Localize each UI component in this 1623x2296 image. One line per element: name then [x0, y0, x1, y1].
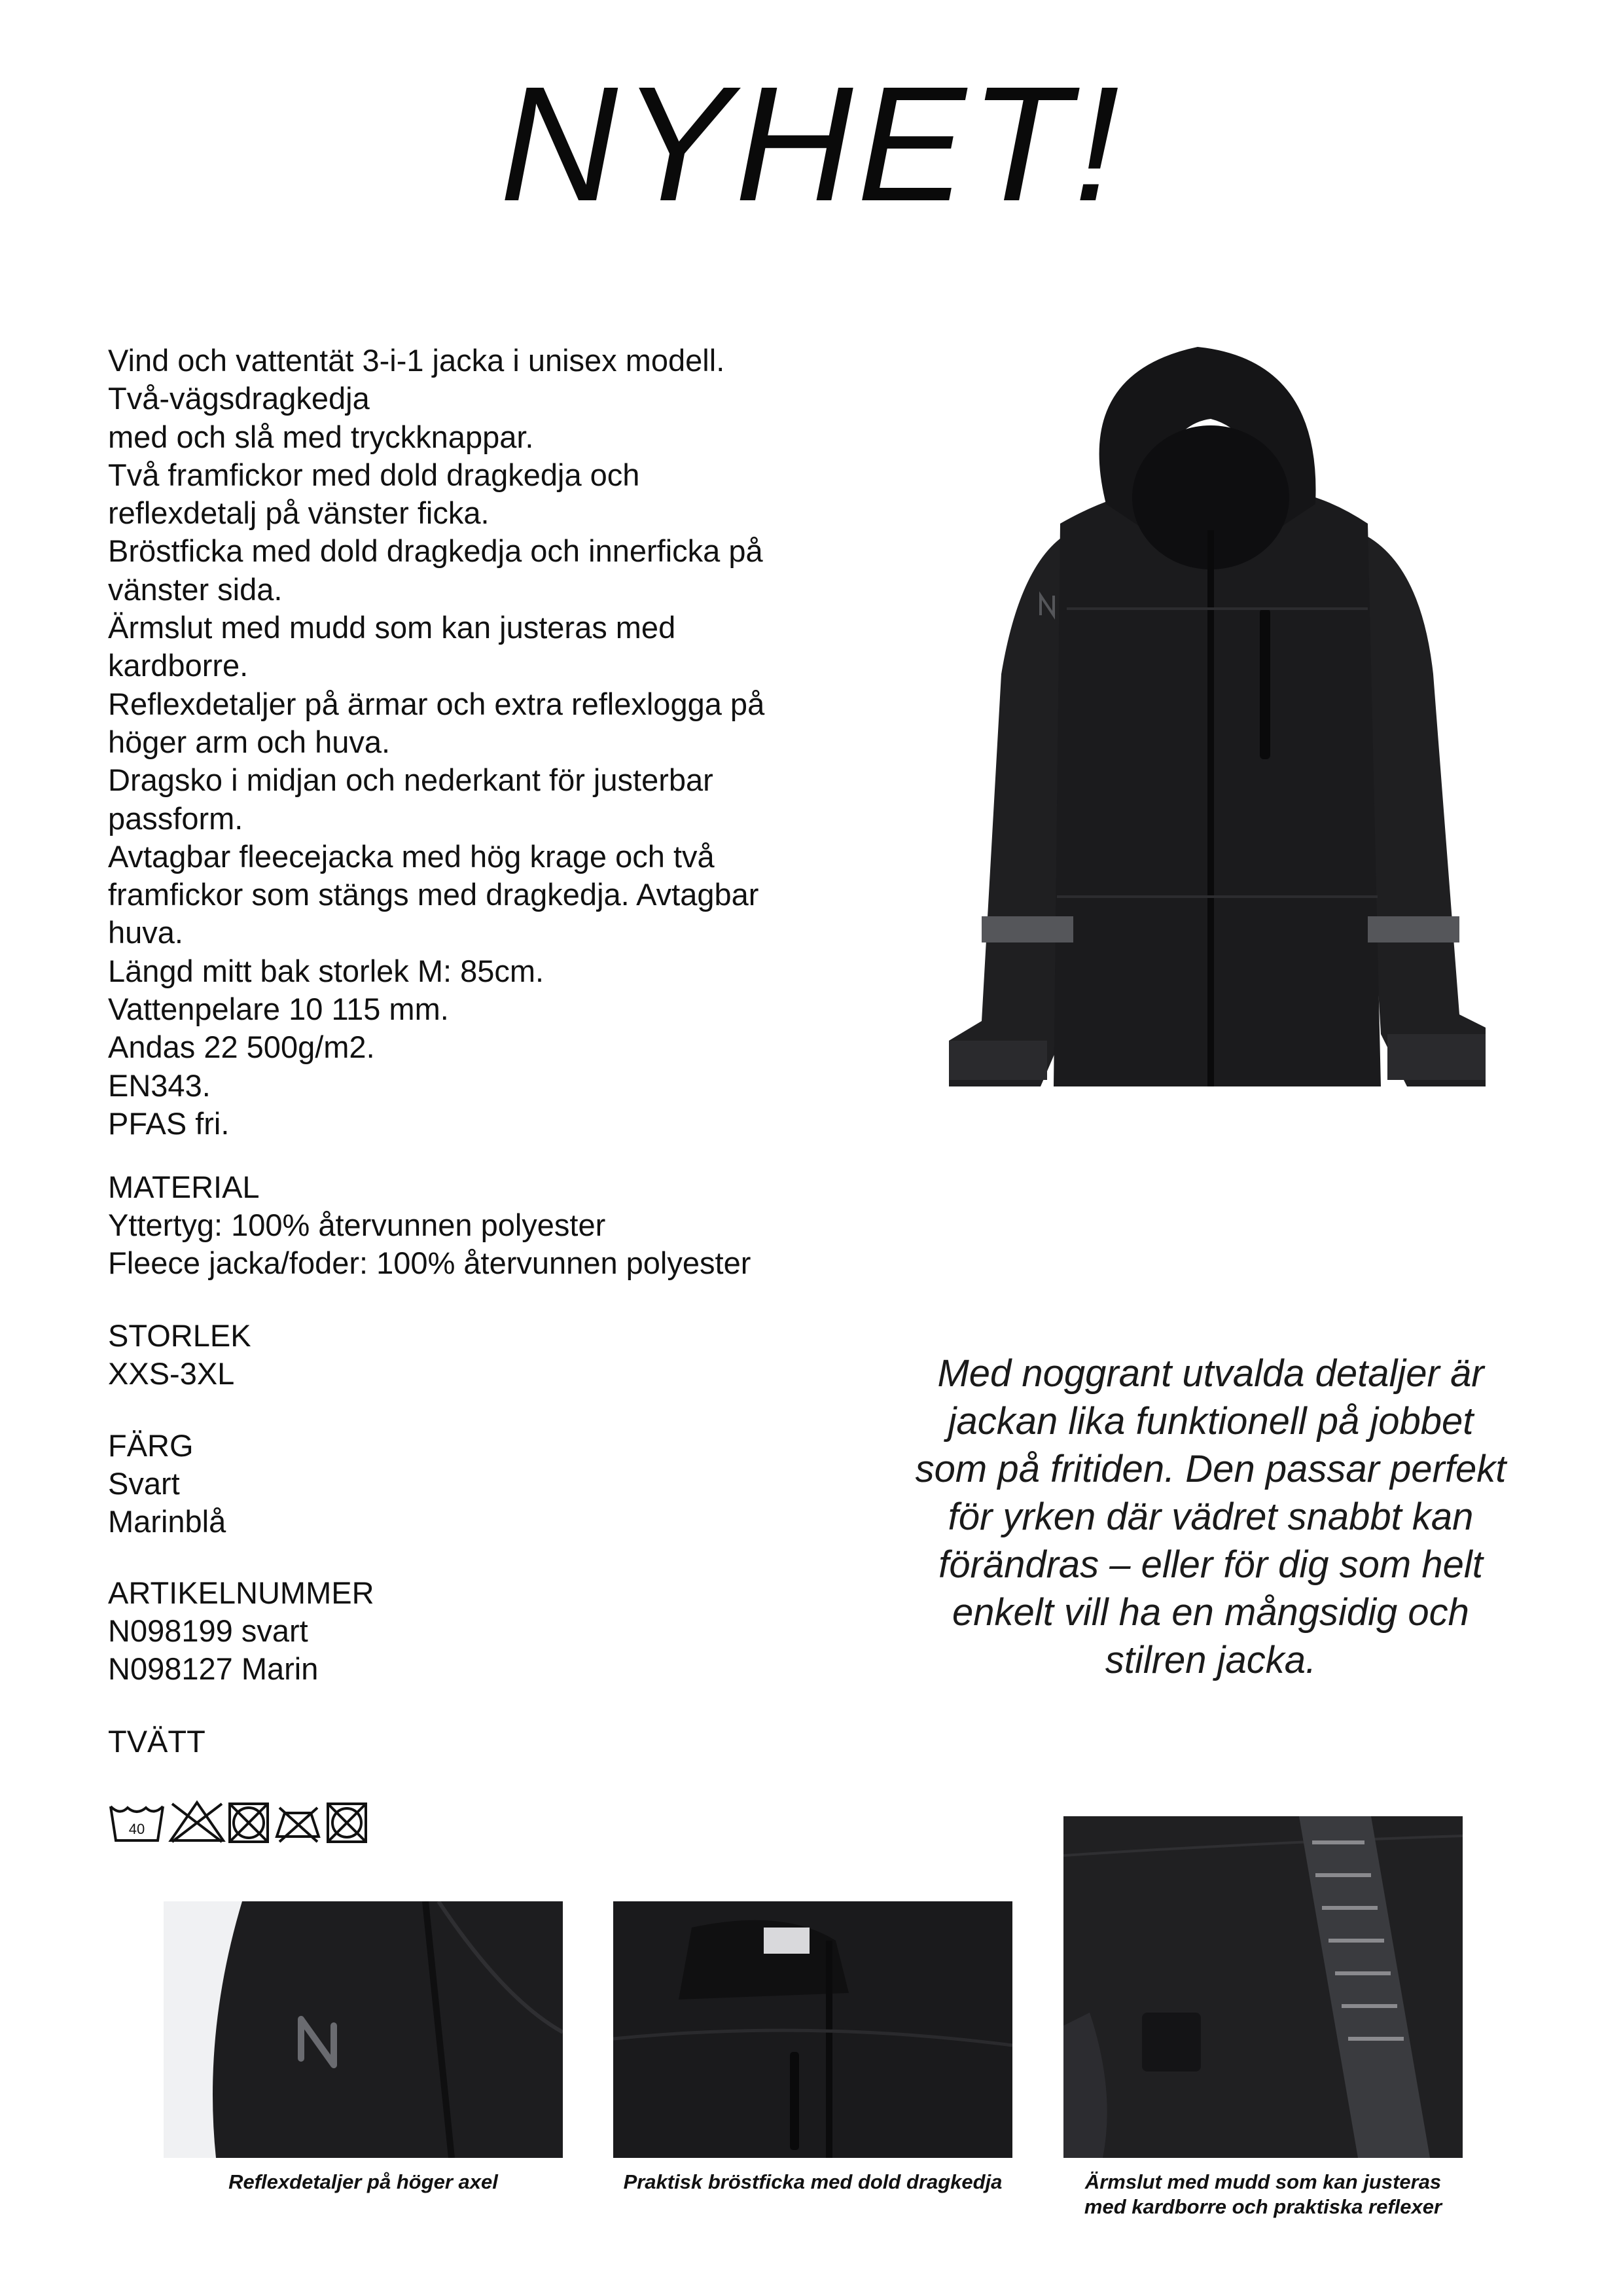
quote-line: stilren jacka.	[1105, 1639, 1317, 1681]
description-line: EN343.	[108, 1067, 211, 1103]
product-description	[108, 342, 828, 1143]
description-line: Två framfickor med dold dragkedja och	[108, 457, 640, 492]
shoulder-caption: Reflexdetaljer på höger axel	[228, 2170, 498, 2193]
no-tumble-dry-icon	[230, 1804, 268, 1842]
wash-40-icon	[111, 1806, 163, 1840]
material-line: Fleece jacka/foder: 100% återvunnen polyester	[108, 1246, 751, 1280]
quote-line: jackan lika funktionell på jobbet	[948, 1400, 1474, 1443]
reflex-band	[1368, 916, 1459, 942]
description-line: Andas 22 500g/m2.	[108, 1030, 375, 1065]
description-line: med och slå med tryckknappar.	[108, 419, 534, 454]
no-iron-icon	[277, 1808, 319, 1842]
quote-line: som på fritiden. Den passar perfekt	[915, 1448, 1507, 1490]
cuff-caption	[1041, 2170, 1486, 2219]
article-number: N098127 Marin	[108, 1651, 319, 1686]
article-section	[108, 1574, 374, 1688]
wash-heading: TVÄTT	[108, 1724, 205, 1759]
article-heading: ARTIKELNUMMER	[108, 1575, 374, 1610]
wash-temperature: 40	[128, 1821, 145, 1837]
color-heading: FÄRG	[108, 1428, 194, 1463]
material-line: Yttertyg: 100% återvunnen polyester	[108, 1208, 606, 1242]
color-section	[108, 1427, 226, 1541]
description-line: Reflexdetaljer på ärmar och extra reflexlogga på	[108, 686, 765, 721]
description-line: framfickor som stängs med dragkedja. Avtagbar	[108, 877, 759, 912]
description-line: kardborre.	[108, 648, 249, 683]
description-line: Två-vägsdragkedja	[108, 381, 370, 416]
article-number: N098199 svart	[108, 1613, 308, 1648]
description-line: höger arm och huva.	[108, 724, 391, 759]
cuff-detail-image	[1063, 1816, 1463, 2158]
description-line: Dragsko i midjan och nederkant för justerbar	[108, 762, 713, 798]
description-line: Vind och vattentät 3-i-1 jacka i unisex modell.	[108, 343, 725, 378]
material-section	[108, 1168, 751, 1282]
description-line: huva.	[108, 915, 183, 950]
product-image	[910, 334, 1525, 1119]
quote-line: förändras – eller för dig som helt	[938, 1543, 1483, 1586]
material-heading: MATERIAL	[108, 1170, 260, 1204]
description-line: reflexdetalj på vänster ficka.	[108, 495, 490, 531]
page-title: NYHET!	[499, 52, 1124, 235]
jacket-body	[1054, 491, 1381, 1086]
size-section	[108, 1317, 251, 1393]
description-line: Ärmslut med mudd som kan justeras med	[108, 610, 676, 645]
chest-caption: Praktisk bröstficka med dold dragkedja	[623, 2170, 1003, 2193]
description-line: vänster sida.	[108, 571, 283, 607]
shoulder-detail-image	[164, 1901, 563, 2158]
reflex-band	[982, 916, 1073, 942]
quote-line: Med noggrant utvalda detaljer är	[937, 1352, 1484, 1395]
description-line: Vattenpelare 10 115 mm.	[108, 992, 449, 1027]
description-line: passform.	[108, 800, 243, 836]
description-line: PFAS fri.	[108, 1105, 230, 1141]
description-line: Bröstficka med dold dragkedja och innerficka på	[108, 533, 763, 569]
quote-line: för yrken där vädret snabbt kan	[948, 1496, 1474, 1538]
no-bleach-icon	[171, 1803, 223, 1842]
quote-line: enkelt vill ha en mångsidig och	[952, 1591, 1469, 1634]
wash-section	[108, 1723, 205, 1761]
size-value: XXS-3XL	[108, 1356, 235, 1391]
no-dry-clean-icon	[328, 1804, 366, 1842]
size-heading: STORLEK	[108, 1318, 251, 1353]
marketing-quote	[877, 1350, 1544, 1684]
description-line: Avtagbar fleecejacka med hög krage och två	[108, 838, 715, 874]
care-symbols	[108, 1793, 383, 1852]
chest-detail-image	[613, 1901, 1012, 2158]
color-value: Svart	[108, 1466, 180, 1501]
caption-line: Ärmslut med mudd som kan justeras	[1084, 2170, 1442, 2193]
caption-line: med kardborre och praktiska reflexer	[1084, 2195, 1442, 2218]
color-value: Marinblå	[108, 1504, 226, 1539]
description-line: Längd mitt bak storlek M: 85cm.	[108, 953, 544, 988]
